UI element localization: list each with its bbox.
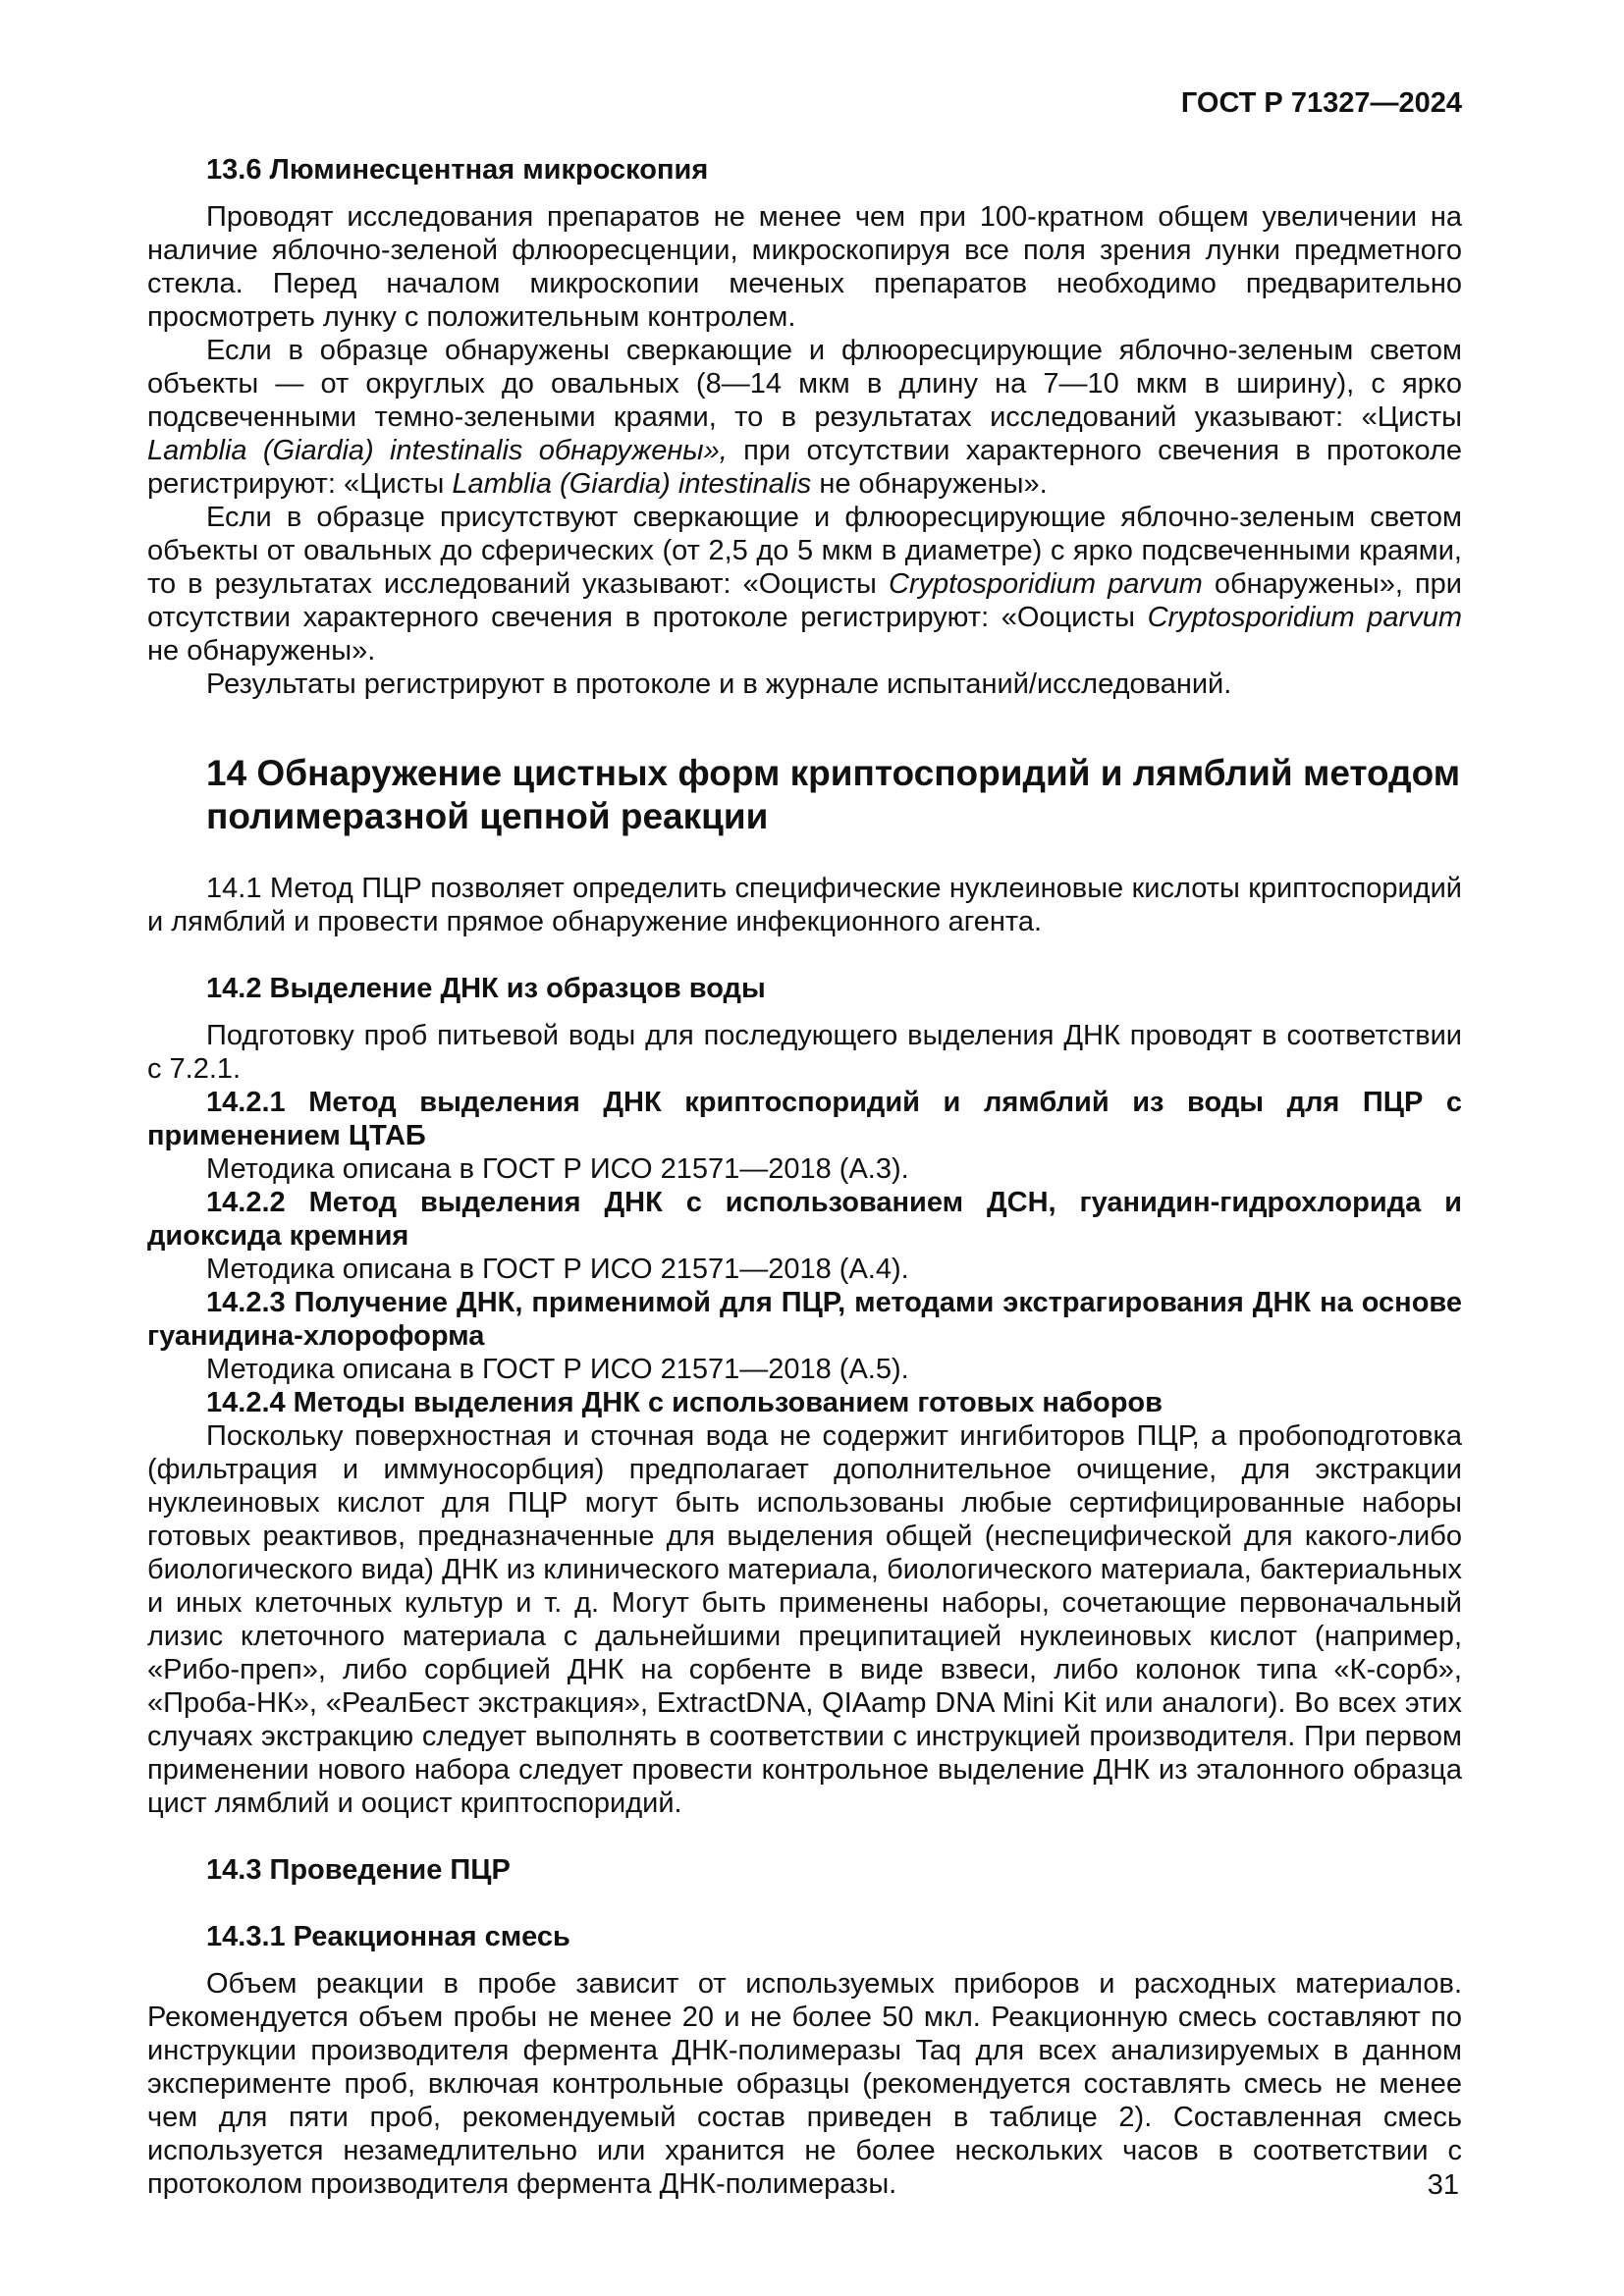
subsection-heading [147,972,1462,1005]
text-run: Методика описана в ГОСТ Р ИСО 21571—2018 (А.5). [206,1354,909,1385]
text-run: при отсутствии характерного свечения в протоколе регистрируют: «Цисты [147,435,1462,500]
text-run: 14.1 Метод ПЦР позволяет определить специфические нуклеиновые кислоты криптоспоридий и лямблий и провести прямое обнаружение инфекционного агента. [147,873,1462,937]
document-body [147,153,1462,2201]
text-run: 14.2 Выделение ДНК из образцов воды [206,973,766,1004]
paragraph [147,1967,1462,2201]
text-run: Если в образце присутствуют сверкающие и флюоресцирующие яблочно-зеленым светом объекты от овальных до сферических (от 2,5 до 5 мкм в диаметре) с ярко подсвеченными краями, то в результатах исследований указывают: «Ооцисты [147,502,1462,600]
paragraph [147,1353,1462,1386]
text-run: 14.3.1 Реакционная смесь [206,1921,570,1952]
text-run: обнаружены», при отсутствии характерного свечения в протоколе регистрируют: «Ооцисты [147,568,1463,633]
text-run: 14 Обнаружение цистных форм криптоспоридий и лямблий методом полимеразной цепной реакции [206,753,1461,836]
text-run: Объем реакции в пробе зависит от используемых приборов и расходных материалов. Рекомендуется объем пробы не менее 20 и не более 50 мкл. Реакционную смесь составляют по инструкции производителя фермента ДНК-полимеразы Taq для всех анализируемых в данном эксперименте проб, включая контрольные образцы (рекомендуется составлять смесь не менее чем для пяти проб, рекомендуемый состав приведен в таблице 2). Составленная смесь используется незамедлительно или хранится не более нескольких часов в соответствии с протоколом производителя фермента ДНК-полимеразы. [147,1968,1462,2200]
text-run: Если в образце обнаружены сверкающие и флюоресцирующие яблочно-зеленым светом объекты — от округлых до овальных (8—14 мкм в длину на 7—10 мкм в ширину), с ярко подсвеченными темно-зелеными краями, то в результатах исследований указывают: «Цисты [147,335,1462,433]
text-run: 14.3 Проведение ПЦР [206,1854,511,1886]
italic-text-run: Cryptosporidium parvum [1147,602,1462,633]
paragraph-heading [147,1286,1462,1353]
page-number: 31 [1427,2169,1459,2201]
paragraph [147,1019,1462,1086]
text-run: не обнаружены». [811,468,1048,500]
paragraph-heading [147,1186,1462,1253]
paragraph [147,1253,1462,1286]
text-run: не обнаружены». [147,635,376,667]
paragraph [147,1419,1462,1820]
text-run: 14.2.1 Метод выделения ДНК криптоспоридий и лямблий из воды для ПЦР с применением ЦТАБ [147,1087,1462,1151]
subsection-heading [147,1853,1462,1887]
paragraph [147,334,1462,501]
subsection-heading [147,1920,1462,1953]
italic-text-run: Lamblia (Giardia) intestinalis [147,435,523,466]
text-run: Результаты регистрируют в протоколе и в журнале испытаний/исследований. [206,668,1232,700]
subsection-heading [147,153,1462,187]
section-heading [147,752,1462,838]
text-run: 13.6 Люминесцентная микроскопия [206,154,709,186]
text-run: 14.2.2 Метод выделения ДНК с использованием ДСН, гуанидин-гидрохлорида и диоксида кремния [147,1187,1462,1252]
paragraph [147,872,1462,938]
paragraph-heading [147,1386,1462,1419]
text-run: Проводят исследования препаратов не менее чем при 100-кратном общем увеличении на наличие яблочно-зеленой флюоресценции, микроскопируя все поля зрения лунки предметного стекла. Перед началом микроскопии меченых препаратов необходимо предварительно просмотреть лунку с положительным контролем. [147,201,1462,333]
text-run: Подготовку проб питьевой воды для последующего выделения ДНК проводят в соответствии с 7.2.1. [147,1020,1462,1085]
text-run: Методика описана в ГОСТ Р ИСО 21571—2018 (А.3). [206,1153,909,1185]
paragraph [147,200,1462,334]
text-run [522,435,538,466]
paragraph [147,667,1462,701]
italic-text-run: Cryptosporidium parvum [888,568,1203,600]
paragraph [147,501,1462,667]
italic-text-run: обнаружены», [538,435,728,466]
paragraph [147,1152,1462,1186]
text-run: Поскольку поверхностная и сточная вода не содержит ингибиторов ПЦР, а пробоподготовка (фильтрация и иммуносорбция) предполагает дополнительное очищение, для экстракции нуклеиновых кислот для ПЦР могут быть использованы любые сертифицированные наборы готовых реактивов, предназначенные для выделения общей (неспецифической для какого-либо биологического вида) ДНК из клинического материала, биологического материала, бактериальных и иных клеточных культур и т. д. Могут быть применены наборы, сочетающие первоначальный лизис клеточного материала с дальнейшими преципитацией нуклеиновых кислот (например, «Рибо-преп», либо сорбцией ДНК на сорбенте в виде взвеси, либо колонок типа «К-сорб», «Проба-НК», «РеалБест экстракция», ExtractDNA, QIAamp DNA Mini Kit или аналоги). Во всех этих случаях экстракцию следует выполнять в соответствии с инструкцией производителя. При первом применении нового набора следует провести контрольное выделение ДНК из эталонного образца цист лямблий и ооцист криптоспоридий. [147,1420,1462,1819]
document-code: ГОСТ Р 71327—2024 [1180,87,1462,119]
text-run: 14.2.4 Методы выделения ДНК с использованием готовых наборов [206,1387,1163,1418]
italic-text-run: Lamblia (Giardia) intestinalis [452,468,812,500]
paragraph-heading [147,1086,1462,1152]
text-run: Методика описана в ГОСТ Р ИСО 21571—2018 (А.4). [206,1254,909,1285]
text-run: 14.2.3 Получение ДНК, применимой для ПЦР, методами экстрагирования ДНК на основе гуанидина-хлороформа [147,1287,1462,1352]
